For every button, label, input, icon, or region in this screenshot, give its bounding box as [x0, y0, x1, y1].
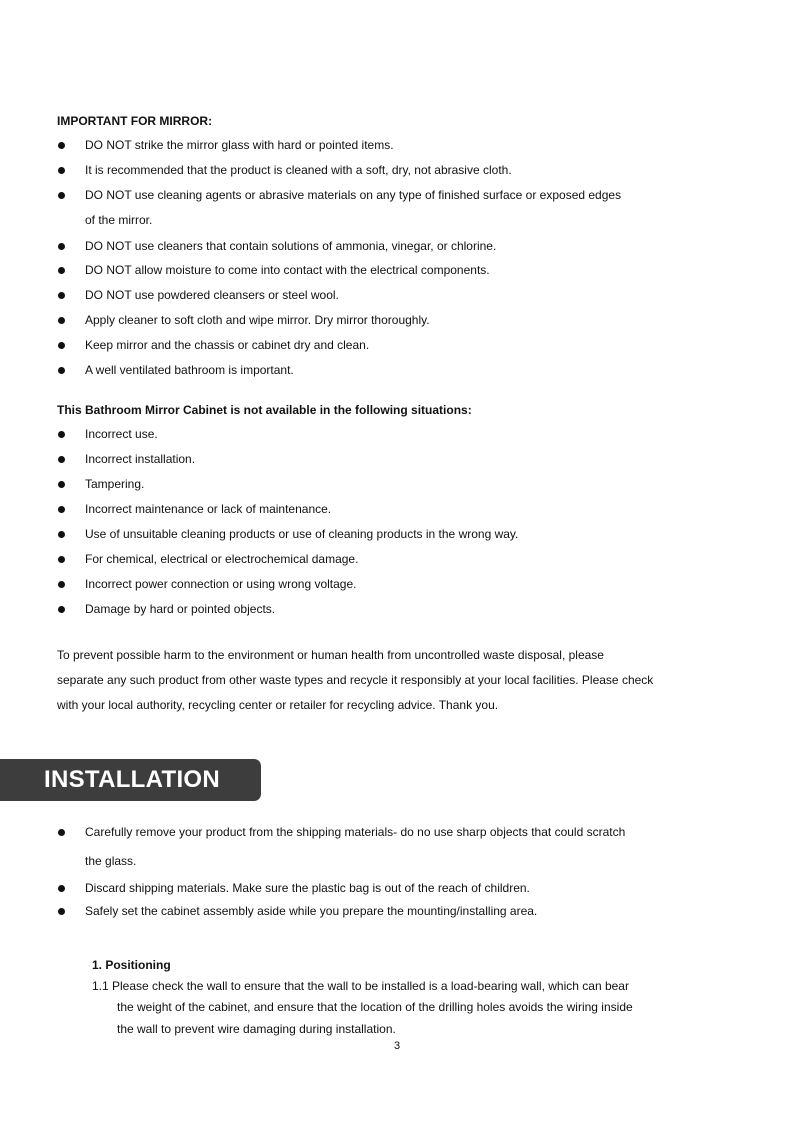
- situation-item: Tampering.: [85, 477, 145, 491]
- mirror-item: DO NOT use cleaners that contain solutions of ammonia, vinegar, or chlorine.: [85, 239, 497, 253]
- bullet-icon: [58, 581, 65, 588]
- disposal-text-line: with your local authority, recycling center or retailer for recycling advice. Thank you.: [57, 698, 499, 712]
- positioning-heading: 1. Positioning: [92, 958, 171, 972]
- bullet-icon: [58, 367, 65, 374]
- installation-item: Safely set the cabinet assembly aside while you prepare the mounting/installing area.: [85, 904, 538, 918]
- mirror-heading: IMPORTANT FOR MIRROR:: [57, 114, 213, 128]
- positioning-text-line: the wall to prevent wire damaging during installation.: [117, 1022, 396, 1036]
- mirror-item: A well ventilated bathroom is important.: [85, 363, 294, 377]
- bullet-icon: [58, 606, 65, 613]
- installation-banner: [0, 759, 261, 801]
- situations-heading: This Bathroom Mirror Cabinet is not available in the following situations:: [57, 403, 472, 417]
- disposal-text-line: separate any such product from other waste types and recycle it responsibly at your local facilities. Please check: [57, 673, 654, 687]
- bullet-icon: [58, 885, 65, 892]
- positioning-text-line: the weight of the cabinet, and ensure that the location of the drilling holes avoids the wiring inside: [117, 1000, 633, 1014]
- disposal-text-line: To prevent possible harm to the environment or human health from uncontrolled waste disposal, please: [57, 648, 604, 662]
- installation-item-continuation: the glass.: [85, 854, 137, 868]
- mirror-item: DO NOT allow moisture to come into contact with the electrical components.: [85, 263, 490, 277]
- bullet-icon: [58, 531, 65, 538]
- mirror-item: DO NOT use powdered cleansers or steel wool.: [85, 288, 339, 302]
- page-number: 3: [393, 1040, 401, 1052]
- bullet-icon: [58, 342, 65, 349]
- bullet-icon: [58, 506, 65, 513]
- mirror-item: It is recommended that the product is cleaned with a soft, dry, not abrasive cloth.: [85, 163, 512, 177]
- mirror-item: DO NOT strike the mirror glass with hard or pointed items.: [85, 138, 394, 152]
- mirror-item-continuation: of the mirror.: [85, 213, 153, 227]
- installation-item: Discard shipping materials. Make sure the plastic bag is out of the reach of children.: [85, 881, 530, 895]
- mirror-item: Keep mirror and the chassis or cabinet dry and clean.: [85, 338, 370, 352]
- bullet-icon: [58, 317, 65, 324]
- bullet-icon: [58, 829, 65, 836]
- situation-item: Incorrect installation.: [85, 452, 196, 466]
- bullet-icon: [58, 142, 65, 149]
- bullet-icon: [58, 431, 65, 438]
- bullet-icon: [58, 556, 65, 563]
- situation-item: For chemical, electrical or electrochemical damage.: [85, 552, 359, 566]
- mirror-item: DO NOT use cleaning agents or abrasive materials on any type of finished surface or exposed edges: [85, 188, 622, 202]
- bullet-icon: [58, 243, 65, 250]
- situation-item: Damage by hard or pointed objects.: [85, 602, 276, 616]
- bullet-icon: [58, 267, 65, 274]
- bullet-icon: [58, 481, 65, 488]
- situation-item: Use of unsuitable cleaning products or use of cleaning products in the wrong way.: [85, 527, 519, 541]
- situation-item: Incorrect power connection or using wrong voltage.: [85, 577, 357, 591]
- bullet-icon: [58, 292, 65, 299]
- mirror-item: Apply cleaner to soft cloth and wipe mirror. Dry mirror thoroughly.: [85, 313, 430, 327]
- bullet-icon: [58, 167, 65, 174]
- bullet-icon: [58, 908, 65, 915]
- installation-item: Carefully remove your product from the shipping materials- do no use sharp objects that could scratch: [85, 825, 626, 839]
- bullet-icon: [58, 192, 65, 199]
- situation-item: Incorrect use.: [85, 427, 158, 441]
- positioning-text-line: 1.1 Please check the wall to ensure that the wall to be installed is a load-bearing wall, which can bear: [92, 979, 629, 993]
- situation-item: Incorrect maintenance or lack of maintenance.: [85, 502, 332, 516]
- bullet-icon: [58, 456, 65, 463]
- installation-title: INSTALLATION: [44, 766, 221, 793]
